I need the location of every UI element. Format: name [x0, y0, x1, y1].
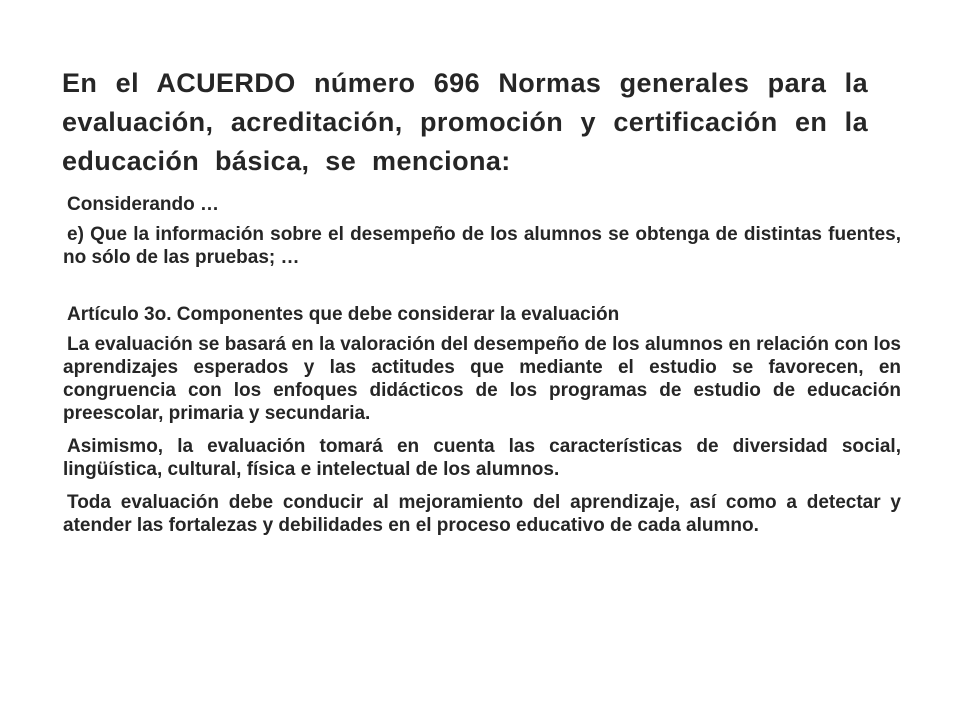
body-paragraph-3: Toda evaluación debe conducir al mejoramiento del aprendizaje, así como a detectar y atender las fortalezas y debilidades en el proceso educativo de cada alumno. [63, 492, 901, 536]
considerando-line: Considerando … [67, 194, 220, 215]
body-paragraph-1: La evaluación se basará en la valoración del desempeño de los alumnos en relación con los aprendizajes esperados y las actitudes que mediante el estudio se favorecen, en congruencia con los enfoques didácticos de los programas de estudio de educación preescolar, primaria y secundaria. [63, 334, 901, 424]
body-paragraph-2: Asimismo, la evaluación tomará en cuenta las características de diversidad social, lingüística, cultural, física e intelectual de los alumnos. [63, 436, 901, 480]
slide-title: En el ACUERDO número 696 Normas generales para la evaluación, acreditación, promoción y certificación en la educación básica, se menciona: [62, 68, 868, 176]
slide-body [63, 193, 901, 537]
inciso-e-paragraph: e) Que la información sobre el desempeño de los alumnos se obtenga de distintas fuentes, no sólo de las pruebas; … [63, 224, 901, 268]
articulo-heading: Artículo 3o. Componentes que debe considerar la evaluación [67, 304, 620, 325]
